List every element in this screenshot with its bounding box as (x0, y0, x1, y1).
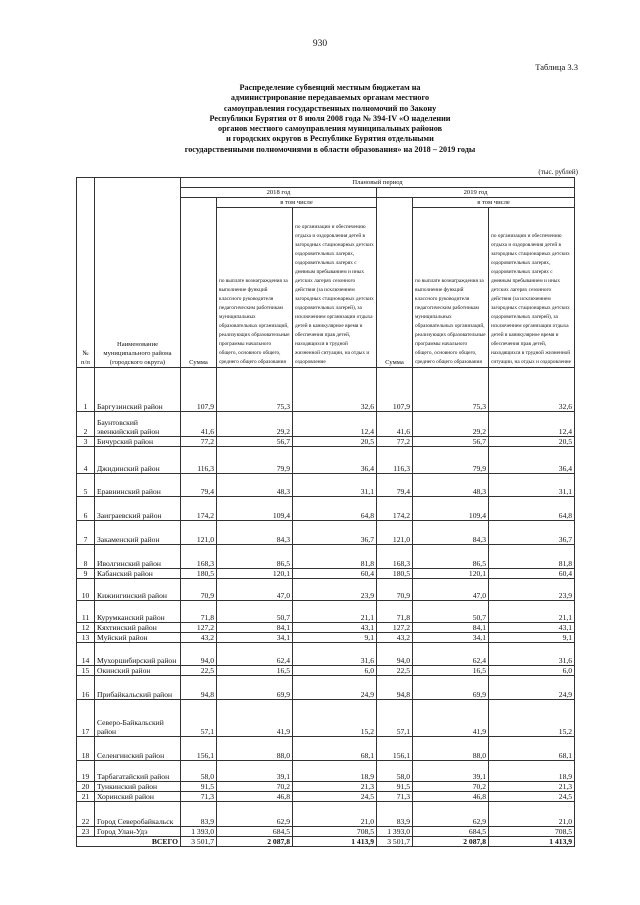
row-name: Хоринский район (95, 792, 181, 802)
cell-sum-2019: 71,8 (377, 601, 413, 623)
cell-teachers-2019: 56,7 (413, 437, 489, 447)
cell-sum-2018: 94,8 (181, 676, 217, 700)
row-name: Город Улан-Удэ (95, 827, 181, 837)
cell-teachers-2019: 120,1 (413, 569, 489, 579)
cell-sum-2018: 22,5 (181, 666, 217, 676)
cell-rest-2018: 21,3 (293, 782, 377, 792)
cell-rest-2019: 708,5 (489, 827, 575, 837)
row-number: 10 (77, 579, 95, 601)
cell-teachers-2019: 70,2 (413, 782, 489, 792)
title-line: Республики Бурятия от 8 июля 2008 года № 394-IV «О наделении (209, 113, 451, 123)
total-teachers-2019: 2 087,8 (413, 837, 489, 847)
cell-rest-2019: 68,1 (489, 737, 575, 761)
cell-sum-2018: 127,2 (181, 623, 217, 633)
cell-teachers-2019: 29,2 (413, 412, 489, 437)
table-row (77, 569, 575, 579)
col-header-teachers-2018: по выплате вознаграждения за выполнение функций классного руководителя педагогическим работникам муниципальных образовательных организаций, реализующих образовательные программы начального общего, основного общего, среднего общего образования (217, 208, 293, 368)
cell-rest-2018: 64,8 (293, 497, 377, 521)
total-sum-2018: 3 501,7 (181, 837, 217, 847)
row-name: Селенгинский район (95, 737, 181, 761)
cell-sum-2018: 83,9 (181, 802, 217, 827)
cell-teachers-2019: 84,3 (413, 521, 489, 545)
cell-rest-2019: 81,8 (489, 545, 575, 569)
cell-teachers-2018: 88,0 (217, 737, 293, 761)
row-name: Северо-Байкальский район (95, 700, 181, 737)
cell-teachers-2018: 84,1 (217, 623, 293, 633)
col-header-number: № п/п (77, 178, 95, 368)
table-row (77, 700, 575, 737)
row-number: 3 (77, 437, 95, 447)
table-row (77, 623, 575, 633)
table-row (77, 827, 575, 837)
table-row (77, 437, 575, 447)
cell-sum-2019: 94,8 (377, 676, 413, 700)
cell-sum-2018: 174,2 (181, 497, 217, 521)
cell-teachers-2018: 39,1 (217, 761, 293, 782)
cell-teachers-2018: 109,4 (217, 497, 293, 521)
table-row (77, 676, 575, 700)
cell-teachers-2019: 62,9 (413, 802, 489, 827)
table-row (77, 782, 575, 792)
cell-rest-2019: 36,4 (489, 447, 575, 474)
col-header-sum-2018: Сумма (181, 198, 217, 368)
total-label: ВСЕГО (77, 837, 181, 847)
cell-sum-2019: 79,4 (377, 474, 413, 497)
cell-sum-2018: 91,5 (181, 782, 217, 792)
cell-sum-2019: 22,5 (377, 666, 413, 676)
row-number: 18 (77, 737, 95, 761)
cell-teachers-2018: 48,3 (217, 474, 293, 497)
cell-teachers-2018: 120,1 (217, 569, 293, 579)
cell-sum-2018: 121,0 (181, 521, 217, 545)
cell-rest-2018: 21,1 (293, 601, 377, 623)
title-line: и городских округов в Республике Бурятия отдельными (226, 134, 434, 144)
subvention-table (76, 177, 575, 847)
row-number: 23 (77, 827, 95, 837)
cell-rest-2019: 12,4 (489, 412, 575, 437)
cell-teachers-2018: 62,4 (217, 643, 293, 666)
row-name: Город Северобайкальск (95, 802, 181, 827)
row-number: 1 (77, 368, 95, 412)
cell-rest-2019: 31,6 (489, 643, 575, 666)
cell-rest-2018: 36,7 (293, 521, 377, 545)
row-number: 9 (77, 569, 95, 579)
title-line: органов местного самоуправления муниципальных районов (217, 124, 443, 134)
cell-sum-2019: 94,0 (377, 643, 413, 666)
cell-rest-2018: 32,6 (293, 368, 377, 412)
cell-rest-2018: 43,1 (293, 623, 377, 633)
cell-rest-2019: 20,5 (489, 437, 575, 447)
row-number: 14 (77, 643, 95, 666)
row-name: Баунтовский эвенкийский район (95, 412, 181, 437)
cell-sum-2018: 57,1 (181, 700, 217, 737)
cell-rest-2018: 18,9 (293, 761, 377, 782)
table-row (77, 447, 575, 474)
table-number: Таблица 3.3 (535, 62, 578, 72)
row-number: 15 (77, 666, 95, 676)
cell-sum-2019: 168,3 (377, 545, 413, 569)
cell-teachers-2019: 39,1 (413, 761, 489, 782)
row-name: Прибайкальский район (95, 676, 181, 700)
row-number: 17 (77, 700, 95, 737)
page-number: 930 (312, 39, 328, 49)
cell-teachers-2018: 50,7 (217, 601, 293, 623)
cell-sum-2018: 168,3 (181, 545, 217, 569)
cell-rest-2018: 15,2 (293, 700, 377, 737)
cell-sum-2018: 180,5 (181, 569, 217, 579)
cell-sum-2018: 43,2 (181, 633, 217, 643)
cell-rest-2019: 32,6 (489, 368, 575, 412)
cell-rest-2019: 60,4 (489, 569, 575, 579)
col-header-rest-2018: по организации и обеспечению отдыха и оздоровления детей в загородных стационарных детских оздоровительных лагерях, оздоровительных лагерях с дневным пребыванием и иных детских лагерях сезонного действия (за исключением загородных стационарных детских оздоровительных лагерей), за исключением организации отдыха детей в каникулярное время и обеспечения прав детей, находящихся в трудной жизненной ситуации, на отдых и оздоровление (293, 208, 377, 368)
title-line: Распределение субвенций местным бюджетам на (239, 83, 421, 92)
total-rest-2019: 1 413,9 (489, 837, 575, 847)
table-row (77, 474, 575, 497)
title-line: государственными полномочиями в области образования» на 2018 – 2019 годы (184, 144, 476, 154)
row-name: Тункинский район (95, 782, 181, 792)
cell-sum-2019: 127,2 (377, 623, 413, 633)
cell-rest-2019: 21,0 (489, 802, 575, 827)
cell-teachers-2019: 41,9 (413, 700, 489, 737)
row-number: 2 (77, 412, 95, 437)
row-name: Кижингинский район (95, 579, 181, 601)
cell-rest-2019: 15,2 (489, 700, 575, 737)
title-line: самоуправления государственных полномочий по Закону (223, 103, 437, 113)
cell-rest-2019: 43,1 (489, 623, 575, 633)
cell-rest-2019: 64,8 (489, 497, 575, 521)
cell-rest-2018: 24,9 (293, 676, 377, 700)
cell-sum-2018: 107,9 (181, 368, 217, 412)
cell-sum-2019: 121,0 (377, 521, 413, 545)
cell-teachers-2019: 79,9 (413, 447, 489, 474)
cell-rest-2018: 12,4 (293, 412, 377, 437)
cell-rest-2019: 24,5 (489, 792, 575, 802)
table-row (77, 601, 575, 623)
cell-teachers-2018: 16,5 (217, 666, 293, 676)
cell-teachers-2019: 109,4 (413, 497, 489, 521)
cell-sum-2019: 77,2 (377, 437, 413, 447)
row-number: 4 (77, 447, 95, 474)
cell-sum-2018: 77,2 (181, 437, 217, 447)
table-row (77, 521, 575, 545)
cell-teachers-2018: 70,2 (217, 782, 293, 792)
cell-rest-2019: 6,0 (489, 666, 575, 676)
cell-teachers-2019: 86,5 (413, 545, 489, 569)
cell-rest-2018: 60,4 (293, 569, 377, 579)
cell-sum-2018: 71,3 (181, 792, 217, 802)
total-sum-2019: 3 501,7 (377, 837, 413, 847)
cell-rest-2018: 31,6 (293, 643, 377, 666)
cell-teachers-2018: 41,9 (217, 700, 293, 737)
units-label: (тыс. рублей) (538, 168, 578, 176)
col-header-rest-2019: по организации и обеспечению отдыха и оздоровления детей в загородных стационарных детских оздоровительных лагерях, оздоровительных лагерях с дневным пребыванием и иных детских лагерях сезонного действия (за исключением загородных стационарных детских оздоровительных лагерей), за исключением организации отдыха детей в каникулярное время и обеспечения прав детей, находящихся в трудной жизненной ситуации, на отдых и оздоровление (489, 208, 575, 368)
cell-sum-2019: 116,3 (377, 447, 413, 474)
cell-sum-2018: 70,9 (181, 579, 217, 601)
cell-rest-2018: 68,1 (293, 737, 377, 761)
col-header-sum-2019: Сумма (377, 198, 413, 368)
row-name: Иволгинский район (95, 545, 181, 569)
cell-sum-2019: 180,5 (377, 569, 413, 579)
cell-rest-2019: 21,3 (489, 782, 575, 792)
table-row (77, 792, 575, 802)
row-name: Закаменский район (95, 521, 181, 545)
cell-sum-2019: 91,5 (377, 782, 413, 792)
cell-sum-2018: 1 393,0 (181, 827, 217, 837)
cell-sum-2019: 71,3 (377, 792, 413, 802)
cell-sum-2018: 41,6 (181, 412, 217, 437)
cell-sum-2018: 156,1 (181, 737, 217, 761)
cell-sum-2019: 58,0 (377, 761, 413, 782)
row-name: Курумканский район (95, 601, 181, 623)
cell-teachers-2019: 16,5 (413, 666, 489, 676)
col-header-year-2018: 2018 год (181, 188, 377, 198)
cell-teachers-2019: 46,8 (413, 792, 489, 802)
table-title (140, 83, 520, 155)
cell-sum-2019: 1 393,0 (377, 827, 413, 837)
total-teachers-2018: 2 087,8 (217, 837, 293, 847)
cell-teachers-2018: 34,1 (217, 633, 293, 643)
row-name: Тарбагатайский район (95, 761, 181, 782)
row-number: 16 (77, 676, 95, 700)
row-name: Баргузинский район (95, 368, 181, 412)
row-number: 21 (77, 792, 95, 802)
cell-teachers-2018: 46,8 (217, 792, 293, 802)
cell-teachers-2018: 75,3 (217, 368, 293, 412)
table-row (77, 761, 575, 782)
col-header-planned-period: Плановый период (181, 178, 575, 188)
col-header-teachers-2019: по выплате вознаграждения за выполнение функций классного руководителя педагогическим работникам муниципальных образовательных организаций, реализующих образовательные программы начального общего, основного общего, среднего общего образования (413, 208, 489, 368)
total-row (77, 837, 575, 847)
row-name: Бичурский район (95, 437, 181, 447)
cell-teachers-2019: 75,3 (413, 368, 489, 412)
cell-sum-2018: 116,3 (181, 447, 217, 474)
cell-rest-2018: 708,5 (293, 827, 377, 837)
cell-teachers-2019: 48,3 (413, 474, 489, 497)
row-name: Джидинский район (95, 447, 181, 474)
row-number: 8 (77, 545, 95, 569)
cell-rest-2019: 21,1 (489, 601, 575, 623)
row-name: Кабанский район (95, 569, 181, 579)
cell-rest-2018: 24,5 (293, 792, 377, 802)
table-row (77, 368, 575, 412)
cell-rest-2018: 36,4 (293, 447, 377, 474)
cell-sum-2019: 41,6 (377, 412, 413, 437)
cell-teachers-2018: 56,7 (217, 437, 293, 447)
cell-rest-2019: 18,9 (489, 761, 575, 782)
cell-rest-2019: 36,7 (489, 521, 575, 545)
cell-sum-2019: 43,2 (377, 633, 413, 643)
title-line: администрирование передаваемых органам местного (230, 93, 430, 103)
cell-sum-2018: 71,8 (181, 601, 217, 623)
cell-rest-2018: 81,8 (293, 545, 377, 569)
col-header-including-2019: в том числе (413, 198, 575, 208)
cell-sum-2018: 58,0 (181, 761, 217, 782)
cell-sum-2019: 83,9 (377, 802, 413, 827)
cell-teachers-2019: 88,0 (413, 737, 489, 761)
cell-sum-2019: 57,1 (377, 700, 413, 737)
table-row (77, 666, 575, 676)
cell-teachers-2019: 47,0 (413, 579, 489, 601)
table-row (77, 412, 575, 437)
table-row (77, 497, 575, 521)
cell-sum-2019: 70,9 (377, 579, 413, 601)
cell-teachers-2019: 62,4 (413, 643, 489, 666)
row-number: 20 (77, 782, 95, 792)
cell-teachers-2018: 84,3 (217, 521, 293, 545)
row-number: 22 (77, 802, 95, 827)
cell-teachers-2019: 34,1 (413, 633, 489, 643)
total-rest-2018: 1 413,9 (293, 837, 377, 847)
col-header-year-2019: 2019 год (377, 188, 575, 198)
cell-rest-2018: 9,1 (293, 633, 377, 643)
table-row (77, 545, 575, 569)
table-row (77, 643, 575, 666)
cell-teachers-2018: 29,2 (217, 412, 293, 437)
cell-sum-2019: 156,1 (377, 737, 413, 761)
table-row (77, 633, 575, 643)
cell-rest-2018: 23,9 (293, 579, 377, 601)
cell-rest-2018: 6,0 (293, 666, 377, 676)
cell-teachers-2018: 62,9 (217, 802, 293, 827)
cell-sum-2018: 79,4 (181, 474, 217, 497)
cell-teachers-2019: 69,9 (413, 676, 489, 700)
table-row (77, 737, 575, 761)
row-name: Окинский район (95, 666, 181, 676)
row-name: Заиграевский район (95, 497, 181, 521)
cell-teachers-2018: 79,9 (217, 447, 293, 474)
cell-rest-2018: 21,0 (293, 802, 377, 827)
cell-teachers-2019: 84,1 (413, 623, 489, 633)
cell-rest-2018: 20,5 (293, 437, 377, 447)
col-header-name: Наименование муниципального района (городского округа) (95, 178, 181, 368)
cell-rest-2019: 31,1 (489, 474, 575, 497)
cell-teachers-2018: 69,9 (217, 676, 293, 700)
row-number: 13 (77, 633, 95, 643)
cell-teachers-2019: 50,7 (413, 601, 489, 623)
cell-rest-2018: 31,1 (293, 474, 377, 497)
cell-teachers-2018: 47,0 (217, 579, 293, 601)
cell-rest-2019: 23,9 (489, 579, 575, 601)
table-row (77, 802, 575, 827)
table-row (77, 579, 575, 601)
row-number: 12 (77, 623, 95, 633)
row-number: 11 (77, 601, 95, 623)
row-name: Еравнинский район (95, 474, 181, 497)
cell-teachers-2018: 86,5 (217, 545, 293, 569)
row-number: 19 (77, 761, 95, 782)
cell-rest-2019: 9,1 (489, 633, 575, 643)
row-number: 5 (77, 474, 95, 497)
cell-sum-2019: 174,2 (377, 497, 413, 521)
col-header-including-2018: в том числе (217, 198, 377, 208)
cell-teachers-2018: 684,5 (217, 827, 293, 837)
row-name: Кяхтинский район (95, 623, 181, 633)
row-name: Муйский район (95, 633, 181, 643)
row-number: 7 (77, 521, 95, 545)
row-name: Мухоршибирский район (95, 643, 181, 666)
cell-teachers-2019: 684,5 (413, 827, 489, 837)
cell-sum-2019: 107,9 (377, 368, 413, 412)
row-number: 6 (77, 497, 95, 521)
cell-rest-2019: 24,9 (489, 676, 575, 700)
cell-sum-2018: 94,0 (181, 643, 217, 666)
